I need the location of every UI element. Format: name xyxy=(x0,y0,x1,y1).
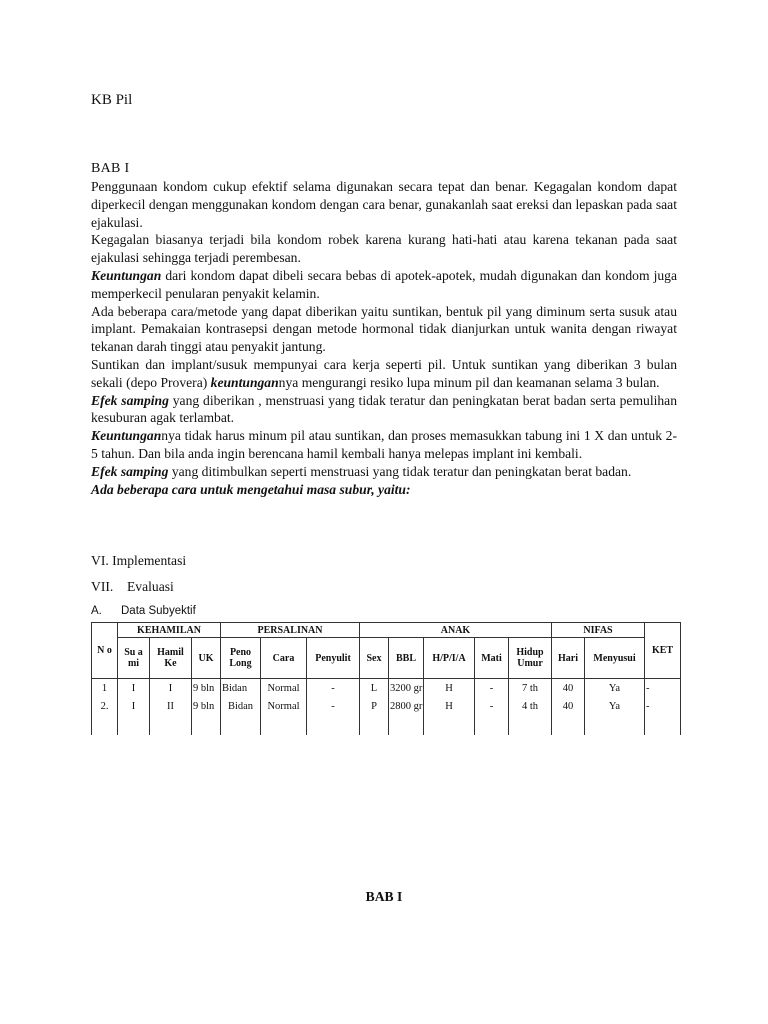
table-cell: 9 bln xyxy=(192,679,221,698)
column-header: H/P/I/A xyxy=(424,638,475,679)
paragraph: Keuntungan dari kondom dapat dibeli secara bebas di apotek-apotek, mudah digunakan dan kondom juga memperkecil penularan penyakit kelamin. xyxy=(91,267,677,301)
table-cell: Normal xyxy=(261,697,307,715)
paragraph: Ada beberapa cara untuk mengetahui masa subur, yaitu: xyxy=(91,481,411,497)
column-header: UK xyxy=(192,638,221,679)
table-cell: Bidan xyxy=(221,679,261,698)
table-cell: Bidan xyxy=(221,697,261,715)
bottom-bab-heading: BAB I xyxy=(365,889,403,904)
table-cell: Ya xyxy=(585,697,645,715)
table-cell: I xyxy=(118,697,150,715)
section-implementasi: VI. Implementasi xyxy=(91,553,187,568)
header-nifas: NIFAS xyxy=(552,623,645,638)
table-cell: - xyxy=(645,679,681,698)
column-header: Sex xyxy=(360,638,389,679)
header-no: N o xyxy=(92,623,118,679)
paragraph: Efek samping yang ditimbulkan seperti menstruasi yang tidak teratur dan peningkatan berat badan. xyxy=(91,463,632,479)
table-cell: Ya xyxy=(585,679,645,698)
column-header: Hari xyxy=(552,638,585,679)
paragraph: Ada beberapa cara/metode yang dapat diberikan yaitu suntikan, bentuk pil yang diminum serta susuk atau implant. Pemakaian kontrasepsi dengan metode hormonal tidak dianjurkan untuk wanita dengan riwayat tekanan darah tinggi atau penyakit jantung. xyxy=(91,303,677,355)
table-subheader-row xyxy=(92,638,681,679)
column-header: Hamil Ke xyxy=(150,638,192,679)
column-header: BBL xyxy=(389,638,424,679)
table-cell: - xyxy=(307,679,360,698)
document-title: KB Pil xyxy=(91,92,133,108)
column-header: Su a mi xyxy=(118,638,150,679)
table-cell: II xyxy=(150,697,192,715)
table-cell: 2800 gr xyxy=(389,697,424,715)
body-text xyxy=(91,178,677,498)
table-cell: H xyxy=(424,697,475,715)
section-number: VII. xyxy=(91,579,114,594)
table-cell: 2. xyxy=(92,697,118,715)
column-header: Menyusui xyxy=(585,638,645,679)
column-header: Peno Long xyxy=(221,638,261,679)
paragraph: Efek samping yang diberikan , menstruasi yang tidak teratur dan peningkatan berat badan serta pemulihan kesuburan agak terlambat. xyxy=(91,392,677,426)
table-cell: I xyxy=(150,679,192,698)
table-cell: L xyxy=(360,679,389,698)
table-cell: 1 xyxy=(92,679,118,698)
table-row xyxy=(92,697,681,715)
table-cell: I xyxy=(118,679,150,698)
bab-heading: BAB I xyxy=(91,161,130,176)
table-cell: 3200 gr xyxy=(389,679,424,698)
table-cell: - xyxy=(645,697,681,715)
header-persalinan: PERSALINAN xyxy=(221,623,360,638)
section-label: Evaluasi xyxy=(127,579,174,594)
header-kehamilan: KEHAMILAN xyxy=(118,623,221,638)
table-cell: - xyxy=(475,679,509,698)
data-table xyxy=(91,622,681,735)
column-header: Penyulit xyxy=(307,638,360,679)
subsection-title: Data Subyektif xyxy=(121,605,196,617)
table-cell: - xyxy=(475,697,509,715)
paragraph: Kegagalan biasanya terjadi bila kondom robek karena kurang hati-hati atau karena tekanan pada saat ejakulasi sehingga terjadi perembesan. xyxy=(91,232,677,266)
subsection-letter: A. xyxy=(91,605,102,617)
table-cell: 9 bln xyxy=(192,697,221,715)
table-cell: 4 th xyxy=(509,697,552,715)
subsection-label xyxy=(91,605,196,617)
table-row xyxy=(92,679,681,698)
section-evaluasi xyxy=(91,579,174,595)
column-header: Mati xyxy=(475,638,509,679)
paragraph: Penggunaan kondom cukup efektif selama digunakan secara tepat dan benar. Kegagalan kondom dapat diperkecil dengan menggunakan kondom dengan cara benar, gunakanlah saat ereksi dan lepaskan pada saat ejakulasi. xyxy=(91,179,677,230)
header-ket: KET xyxy=(645,623,681,679)
table-header-row xyxy=(92,623,681,638)
table-cell: - xyxy=(307,697,360,715)
header-anak: ANAK xyxy=(360,623,552,638)
paragraph: Keuntungannya tidak harus minum pil atau suntikan, dan proses memasukkan tabung ini 1 X dan untuk 2-5 tahun. Dan bila anda ingin berencana hamil kembali hanya melepas implant ini kembali. xyxy=(91,428,677,461)
table-cell: 40 xyxy=(552,679,585,698)
table-cell: 7 th xyxy=(509,679,552,698)
table-cell: P xyxy=(360,697,389,715)
paragraph: Suntikan dan implant/susuk mempunyai cara kerja seperti pil. Untuk suntikan yang diberikan 3 bulan sekali (depo Provera) keuntungannya mengurangi resiko lupa minum pil dan keamanan selama 3 bulan. xyxy=(91,356,677,390)
table-cell: 40 xyxy=(552,697,585,715)
column-header: Cara xyxy=(261,638,307,679)
table-row-empty xyxy=(92,715,681,735)
column-header: Hidup Umur xyxy=(509,638,552,679)
data-table-wrapper xyxy=(91,622,681,735)
table-cell: Normal xyxy=(261,679,307,698)
table-cell: H xyxy=(424,679,475,698)
